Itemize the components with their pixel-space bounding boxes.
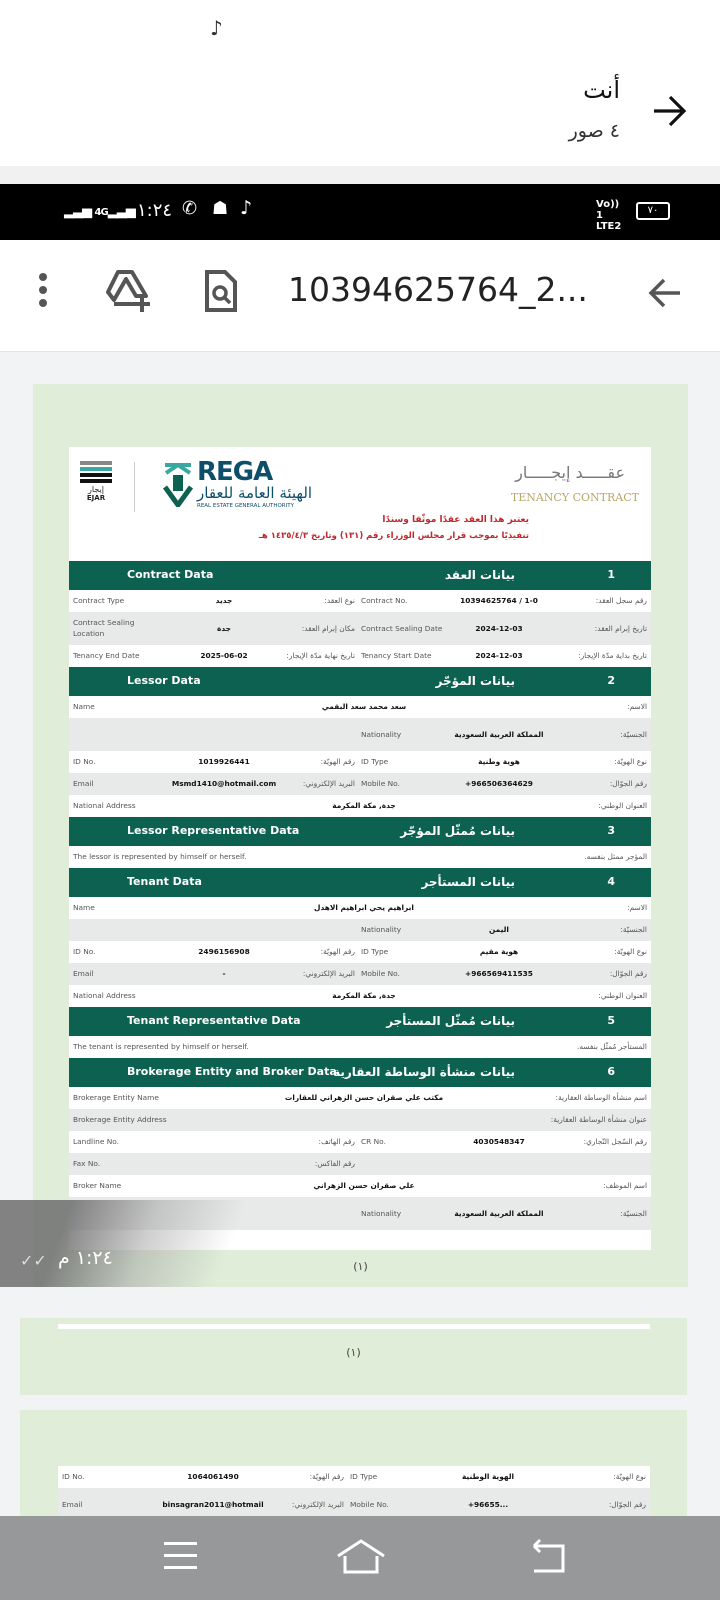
status-bar (0, 184, 720, 240)
field-label-ar: رقم الجوّال: (609, 969, 647, 979)
field-label-ar: مكان إبرام العقد: (301, 623, 355, 633)
field-label-en: CR No. (361, 1137, 386, 1147)
field-label-en: Nationality (361, 729, 402, 739)
network-type: 4G (94, 207, 108, 218)
contract-sections (69, 561, 651, 1230)
field-value: 1019926441 (198, 757, 250, 767)
section-title-ar: بيانات المؤجّر (435, 674, 515, 688)
field-label-en: Email (73, 969, 94, 979)
field-label-ar: تاريخ بداية مدّة الإيجار: (578, 651, 647, 661)
field-label-en: ID Type (350, 1472, 378, 1482)
field-label-en: ID No. (73, 947, 96, 957)
section-header (69, 1007, 651, 1036)
ejar-logo (80, 459, 112, 502)
table-row (58, 1466, 650, 1488)
section-header (69, 667, 651, 696)
sender-name: أنت (583, 76, 620, 104)
logo-divider (134, 462, 135, 512)
section-title-en: Brokerage Entity and Broker Data (127, 1065, 337, 1078)
section-number: 4 (607, 875, 615, 888)
field-label-ar: تاريخ نهاية مدّة الإيجار: (286, 651, 355, 661)
rega-en: REAL ESTATE GENERAL AUTHORITY (197, 503, 294, 509)
field-value: 2024-12-03 (475, 623, 523, 633)
table-row (69, 696, 651, 718)
field-label-ar: رقم السّجل التّجاري: (583, 1137, 647, 1147)
field-value: - (222, 969, 226, 979)
field-label-ar: الاسم: (627, 702, 647, 712)
field-label-ar: الجنسيّة: (620, 729, 647, 739)
section-title-ar: بيانات العقد (444, 568, 515, 582)
contract-document (69, 447, 651, 1250)
field-label-ar: الجنسيّة: (620, 1208, 647, 1218)
table-row (69, 1087, 651, 1109)
field-label-en: Email (73, 779, 94, 789)
field-value: 10394625764 / 1-0 (460, 596, 538, 606)
field-label-en: National Address (73, 991, 136, 1001)
field-value: ابراهيم يحي ابراهيم الاهدل (314, 903, 414, 913)
table-row (69, 1153, 651, 1175)
table-row (69, 795, 651, 817)
section-title-en: Tenant Data (127, 875, 202, 888)
field-value: اليمن (489, 925, 509, 935)
signal-icon: ▂▃▅ 4G▂▃▅ (64, 204, 135, 219)
field-label-ar: نوع الهويّة: (614, 947, 647, 957)
section-number: 2 (607, 674, 615, 687)
table-row (69, 963, 651, 985)
field-label-en: Nationality (361, 1208, 402, 1218)
section-title-en: Contract Data (127, 568, 214, 581)
field-label-ar: عنوان منشأة الوساطة العقارية: (550, 1115, 647, 1125)
back-arrow-icon[interactable] (648, 278, 682, 308)
field-label-en: Name (73, 702, 95, 712)
title-en: TENANCY CONTRACT (510, 491, 639, 504)
field-label-en: Contract Sealing Location (73, 617, 135, 639)
field-value: Msmd1410@hotmail.com (171, 779, 277, 789)
field-label-ar: اسم الموظف: (603, 1181, 647, 1191)
row-text-ar: المستأجر مُمثّل بنفسه. (577, 1042, 647, 1052)
page-number: (١) (346, 1346, 361, 1359)
app-bar (0, 240, 720, 352)
field-label-en: Brokerage Entity Name (73, 1093, 159, 1103)
rega-name: REGA (197, 457, 273, 487)
page-edge (58, 1324, 650, 1329)
pdf-page-2 (20, 1318, 687, 1395)
table-row (69, 612, 651, 645)
field-label-en: Contract No. (361, 596, 408, 606)
field-value: الهوية الوطنية (461, 1472, 515, 1482)
message-meta-overlay (0, 1200, 260, 1287)
field-label-en: Name (73, 903, 95, 913)
field-label-en: Tenancy Start Date (361, 651, 432, 661)
table-row (69, 1036, 651, 1058)
field-label-en: Brokerage Entity Address (73, 1115, 167, 1125)
page-number: (١) (353, 1260, 368, 1273)
field-label-en: ID Type (361, 757, 389, 767)
table-row (69, 1131, 651, 1153)
field-value: 2024-12-03 (475, 651, 523, 661)
table-row (69, 718, 651, 751)
field-label-ar: نوع الهويّة: (614, 757, 647, 767)
field-value: جدة, مكة المكرمة (332, 801, 396, 811)
section-title-ar: بيانات منشأة الوساطة العقارية (333, 1065, 515, 1079)
battery-level: ٧٠ (647, 205, 659, 216)
divider (0, 166, 720, 184)
snapchat-icon: ☗ (212, 198, 229, 219)
field-label-ar: تاريخ إبرام العقد: (594, 623, 647, 633)
message-time: ١:٢٤ م (58, 1247, 113, 1269)
navigation-bar (0, 1516, 720, 1600)
document-header (69, 447, 651, 561)
field-label-ar: البريد الإلكتروني: (291, 1499, 344, 1509)
table-row (69, 645, 651, 667)
row-text-en: The lessor is represented by himself or herself. (73, 852, 247, 862)
section-header (69, 817, 651, 846)
tiktok-icon: ♪ (210, 16, 223, 40)
field-label-en: Email (62, 1499, 83, 1509)
drive-add-icon[interactable] (104, 270, 152, 312)
field-label-en: Broker Name (73, 1181, 122, 1191)
section-header (69, 1058, 651, 1087)
table-row (69, 1109, 651, 1131)
field-value: جديد (215, 596, 233, 606)
field-label-en: ID Type (361, 947, 389, 957)
field-label-ar: نوع العقد: (324, 596, 355, 606)
sim-indicator: Vo)) 1 LTE2 (596, 199, 622, 232)
title-ar: عقـــــد إيجـــــار (515, 463, 625, 482)
field-value: +966506364629 (465, 779, 533, 789)
ejar-ar: إيجار (88, 485, 104, 494)
field-label-en: Landline No. (73, 1137, 119, 1147)
field-label-ar: البريد الإلكتروني: (302, 779, 355, 789)
row-text-ar: المؤجر ممثل بنفسه. (584, 852, 647, 862)
field-label-ar: الاسم: (627, 903, 647, 913)
field-label-ar: رقم الهويّة: (320, 757, 355, 767)
table-row (69, 985, 651, 1007)
section-title-ar: بيانات المستأجر (421, 875, 515, 889)
field-value: جدة (217, 623, 231, 633)
field-value: سعد محمد سعد البقمي (321, 702, 407, 712)
section-number: 3 (607, 824, 615, 837)
section-number: 6 (607, 1065, 615, 1078)
field-value: +96655... (467, 1499, 509, 1509)
home-icon[interactable] (336, 1538, 386, 1576)
section-number: 1 (607, 568, 615, 581)
field-label-en: Fax No. (73, 1159, 101, 1169)
field-value: 2496156908 (198, 947, 250, 957)
notice-line-2: تنفيذيًا بموجب قرار مجلس الوزراء رقم (١٣١) وتاريخ ١٤٣٥/٤/٣ هـ (258, 531, 529, 541)
field-label-ar: البريد الإلكتروني: (302, 969, 355, 979)
field-value: المملكة العربية السعودية (454, 1208, 544, 1218)
field-label-ar: رقم الهويّة: (320, 947, 355, 957)
battery-icon (636, 202, 670, 220)
table-row (69, 773, 651, 795)
field-label-en: Mobile No. (350, 1499, 389, 1509)
field-label-en: Contract Type (73, 596, 125, 606)
field-label-ar: العنوان الوطني: (598, 991, 647, 1001)
back-icon[interactable] (530, 1538, 566, 1574)
arrow-right-icon[interactable] (652, 94, 688, 128)
read-double-check-icon: ✓✓ (20, 1251, 47, 1270)
field-value: 1064061490 (187, 1472, 239, 1482)
field-label-en: ID No. (62, 1472, 85, 1482)
section-header (69, 868, 651, 897)
field-value: هوية وطنية (478, 757, 520, 767)
field-label-ar: رقم الجوّال: (608, 1499, 646, 1509)
field-label-ar: رقم الجوّال: (609, 779, 647, 789)
section-title-en: Lessor Data (127, 674, 201, 687)
table-row (69, 941, 651, 963)
ejar-en: EJAR (86, 494, 106, 502)
field-value: 4030548347 (473, 1137, 525, 1147)
field-label-ar: الجنسيّة: (620, 925, 647, 935)
field-label-ar: نوع الهويّة: (613, 1472, 646, 1482)
more-vert-icon[interactable] (39, 273, 47, 307)
notice-line-1: يعتبر هذا العقد عقدًا موثّقا وسندًا (382, 515, 529, 525)
file-search-icon[interactable] (203, 270, 237, 312)
section-title-ar: بيانات مُمثّل المستأجر (386, 1014, 515, 1028)
field-label-en: National Address (73, 801, 136, 811)
tiktok-icon: ♪ (240, 197, 253, 219)
field-label-en: Nationality (361, 925, 402, 935)
field-label-ar: رقم الهاتف: (318, 1137, 355, 1147)
table-row (69, 897, 651, 919)
section-header (69, 561, 651, 590)
clock: ١:٢٤ (137, 200, 173, 221)
field-label-en: Mobile No. (361, 969, 400, 979)
file-title: 10394625764_2... (288, 270, 588, 309)
rega-ar: الهيئة العامة للعقار (197, 484, 313, 502)
section-title-ar: بيانات مُمثّل المؤجّر (400, 824, 515, 838)
field-value: المملكة العربية السعودية (454, 729, 544, 739)
section-title-en: Lessor Representative Data (127, 824, 300, 837)
field-label-ar: العنوان الوطني: (598, 801, 647, 811)
table-row (69, 919, 651, 941)
row-text-en: The tenant is represented by himself or herself. (73, 1042, 249, 1052)
table-row (69, 751, 651, 773)
field-label-en: ID No. (73, 757, 96, 767)
field-value: binsagran2011@hotmail (162, 1499, 264, 1509)
recents-icon[interactable] (164, 1542, 197, 1569)
field-label-ar: رقم الفاكس: (314, 1159, 355, 1169)
page-3-rows (58, 1466, 650, 1521)
field-label-ar: رقم الهويّة: (309, 1472, 344, 1482)
field-value: هوية مقيم (479, 947, 519, 957)
field-value: مكتب علي صقران حسن الزهراني للعقارات (284, 1093, 444, 1103)
section-title-en: Tenant Representative Data (127, 1014, 301, 1027)
table-row (69, 590, 651, 612)
photo-count: ٤ صور (568, 120, 620, 142)
table-row (69, 846, 651, 868)
field-label-en: Contract Sealing Date (361, 623, 443, 633)
rega-emblem-icon (161, 461, 195, 507)
section-number: 5 (607, 1014, 615, 1027)
field-value: علي صقران حسن الزهراني (313, 1181, 415, 1191)
field-value: جدة, مكة المكرمة (332, 991, 396, 1001)
field-value: 2025-06-02 (200, 651, 248, 661)
chat-header (0, 0, 720, 166)
table-row (69, 1175, 651, 1197)
whatsapp-icon: ✆ (182, 198, 198, 219)
field-label-en: Mobile No. (361, 779, 400, 789)
field-label-ar: اسم منشأة الوساطة العقارية: (555, 1093, 647, 1103)
field-label-ar: رقم سجل العقد: (595, 596, 647, 606)
field-value: +966569411535 (465, 969, 533, 979)
field-label-en: Tenancy End Date (73, 651, 140, 661)
